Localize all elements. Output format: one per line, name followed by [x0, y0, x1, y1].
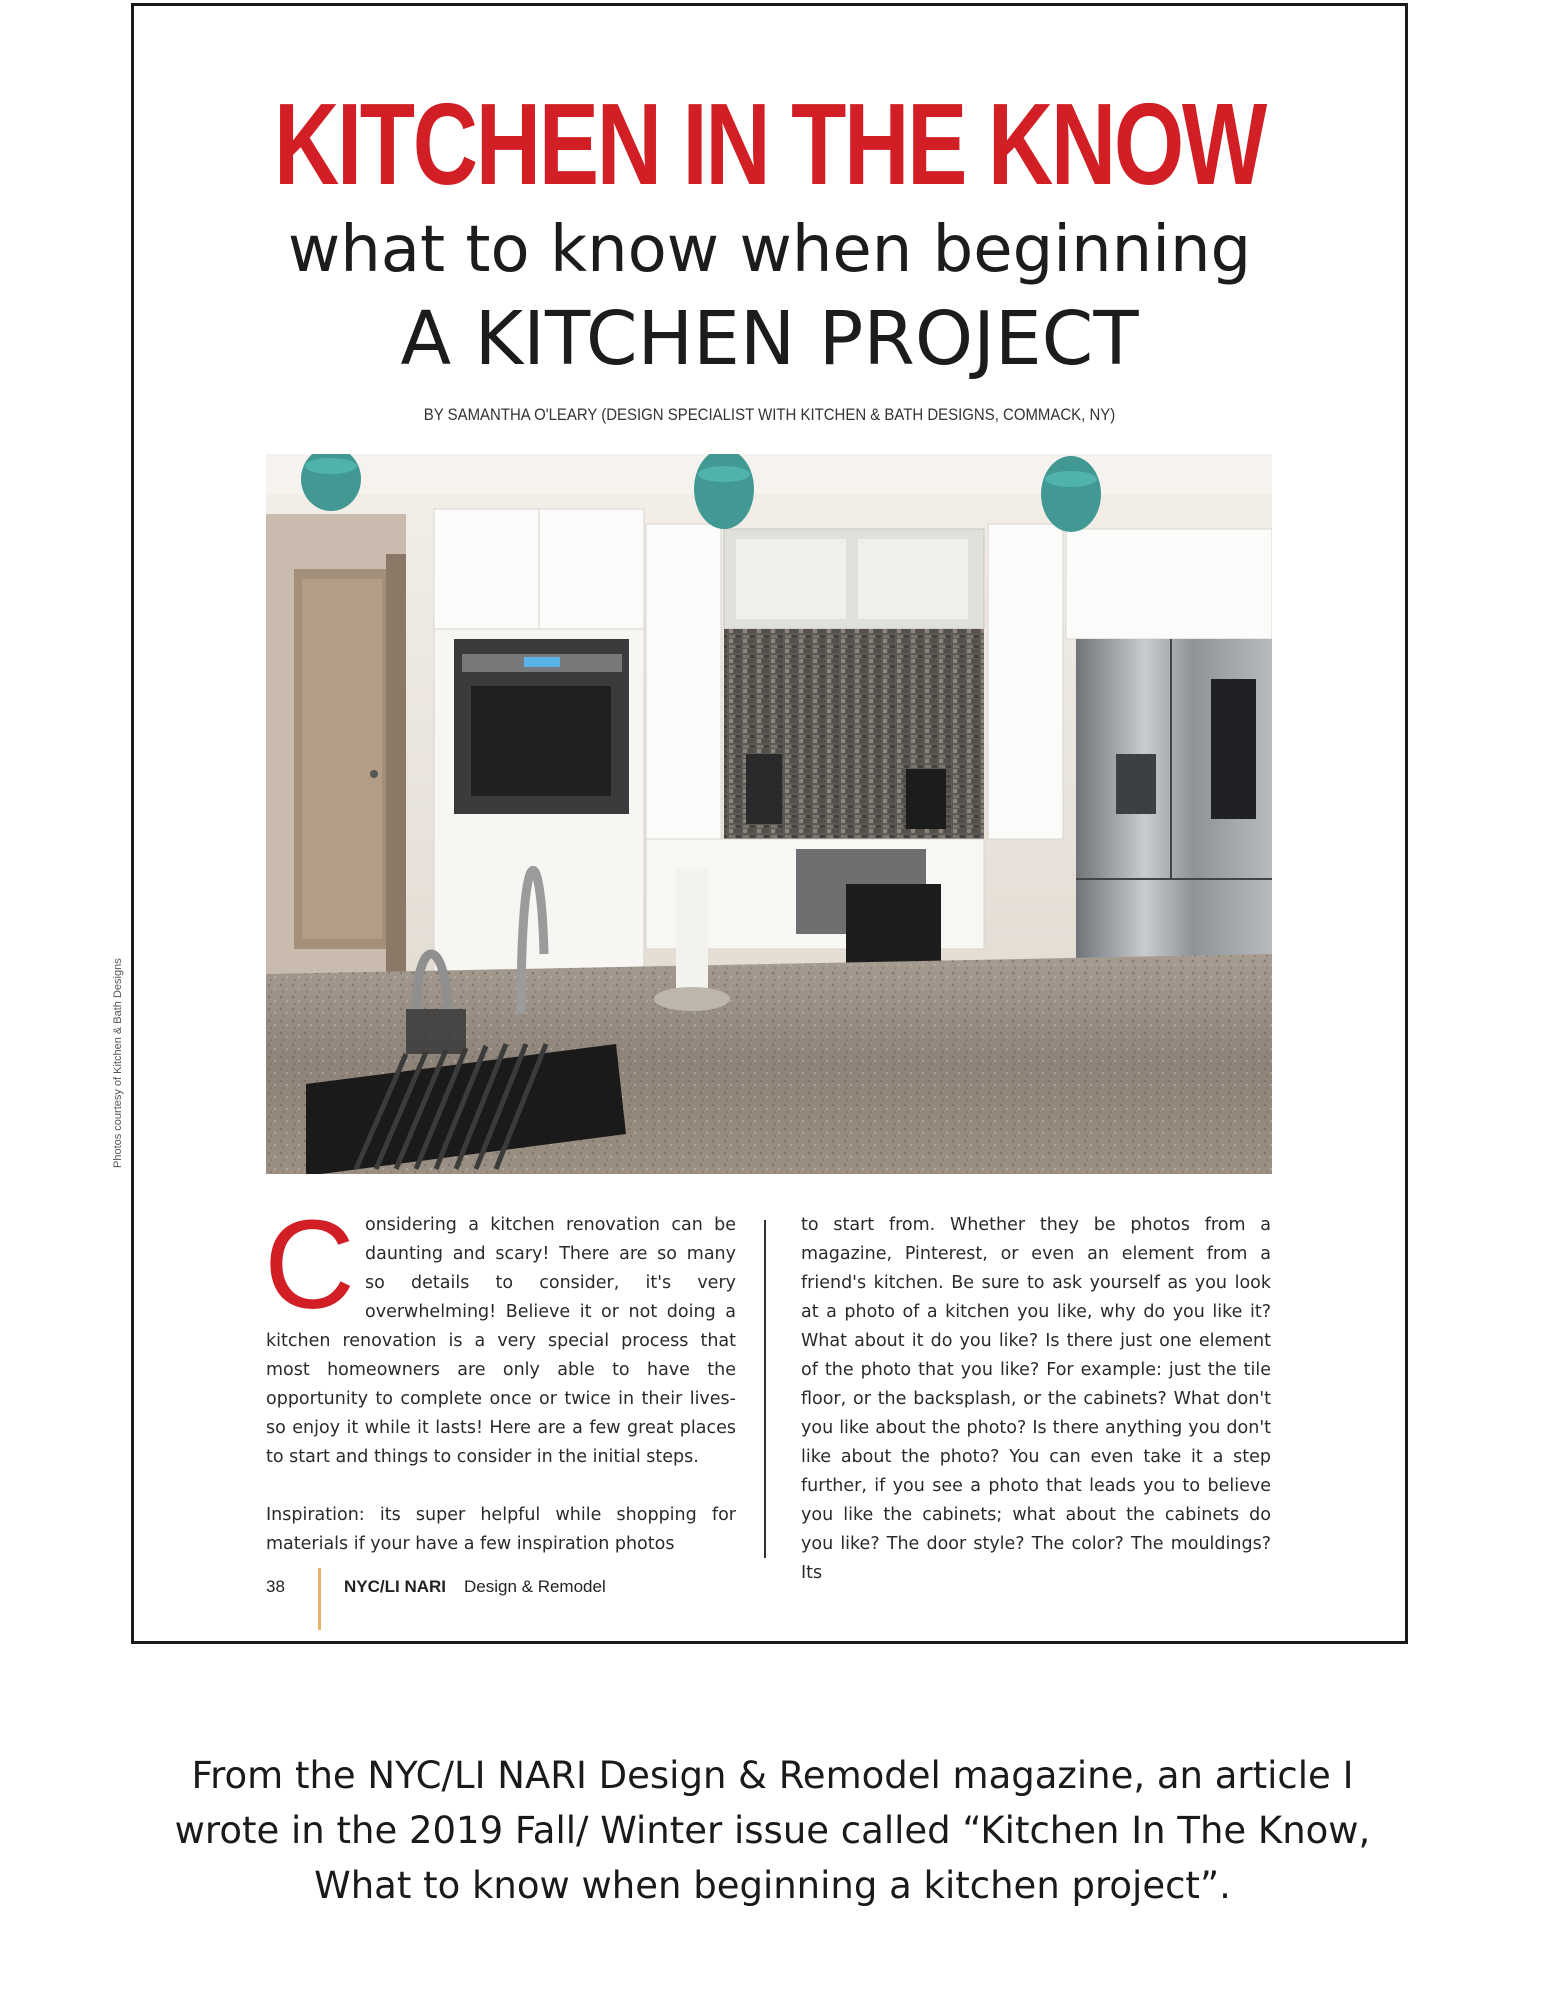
inspiration-paragraph: Inspiration: its super helpful while shopping for materials if your have a few inspiration photos — [266, 1505, 736, 1554]
caption-line-1: From the NYC/LI NARI Design & Remodel magazine, an article I — [191, 1754, 1354, 1797]
image-caption — [0, 1748, 1545, 1913]
drop-cap: C — [264, 1194, 355, 1335]
inspiration-continued-paragraph: to start from. Whether they be photos from a magazine, Pinterest, or even an element from a friend's kitchen. Be sure to ask yourself as you look at a photo of a kitchen you like, why do you like it? What about it do you like? Is there just one element of the photo that you like? For example: just the tile floor, or the backsplash, or the cabinets? What don't you like about the photo? Is there anything you don't like about the photo? You can even take it a step further, if you see a photo that leads you to believe you like the cabinets; what about the cabinets do you like? The door style? The color? The mouldings? Its — [801, 1215, 1271, 1583]
footer-rule — [318, 1568, 321, 1630]
footer-brand: NYC/LI NARI — [344, 1577, 446, 1596]
article-subheadline-line2: A KITCHEN PROJECT — [400, 296, 1139, 382]
intro-paragraph: Considering a kitchen renovation can be daunting and scary! There are so many so details to consider, it's very overwhelming! Believe it or not doing a kitchen renovation is a very special process that most homeowners are only able to have the opportunity to complete once or twice in their lives- so enjoy it while it lasts! Here are a few great places to start and things to consider in the initial steps. — [264, 1194, 736, 1467]
footer-magazine-name: Design & Remodel — [464, 1577, 606, 1596]
caption-line-2: wrote in the 2019 Fall/ Winter issue called “Kitchen In The Know, — [174, 1809, 1371, 1852]
page-number: 38 — [266, 1577, 285, 1596]
column-divider — [764, 1220, 766, 1558]
article-right-column — [801, 1211, 1271, 1588]
kitchen-photo — [266, 454, 1272, 1174]
article-byline: BY SAMANTHA O'LEARY (DESIGN SPECIALIST WITH KITCHEN & BATH DESIGNS, COMMACK, NY) — [423, 405, 1116, 424]
photo-credit: Photos courtesy of Kitchen & Bath Designs — [112, 958, 124, 1168]
article-left-column — [264, 1194, 736, 1559]
article-subheadline-line1: what to know when beginning — [287, 213, 1252, 287]
caption-line-3: What to know when beginning a kitchen project”. — [314, 1864, 1231, 1907]
article-headline: KITCHEN IN THE KNOW — [274, 79, 1265, 209]
magazine-page — [131, 3, 1408, 1644]
